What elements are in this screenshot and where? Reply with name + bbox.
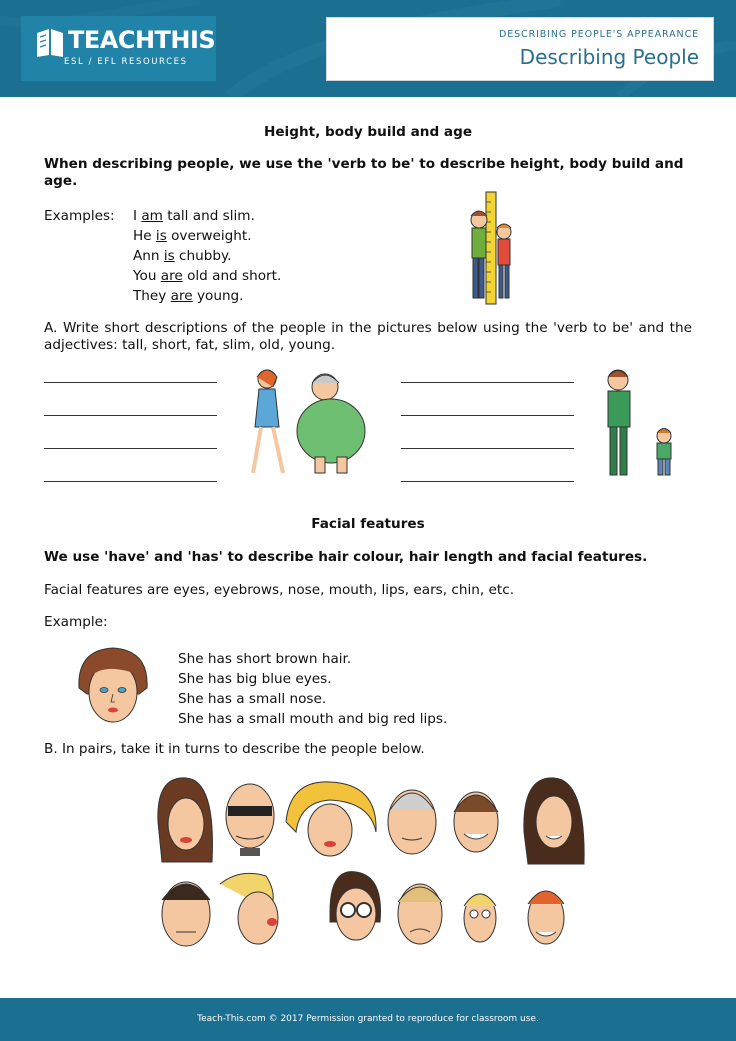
face-dark-hair-woman: [524, 778, 584, 864]
section-heading-facial-features: Facial features: [311, 516, 425, 532]
face-long-brown-hair-woman: [158, 778, 213, 862]
answer-blank[interactable]: [44, 481, 217, 482]
face-worried-man: [398, 884, 442, 944]
example-sentence: He is overweight.: [133, 228, 252, 244]
faces-grid-illustration: [150, 772, 595, 962]
example-sentence: You are old and short.: [133, 268, 282, 284]
face-old-man: [388, 790, 436, 854]
footer-copyright: Teach-This.com © 2017 Permission granted to reproduce for classroom use.: [197, 1014, 539, 1024]
woman-face-illustration: [73, 644, 153, 730]
answer-blank[interactable]: [44, 382, 217, 383]
page-footer: [0, 998, 736, 1041]
example-sentence: Ann is chubby.: [133, 248, 232, 264]
face-bald-sunglasses-man: [226, 784, 274, 856]
face-curly-blonde-woman: [286, 782, 376, 856]
height-chart-illustration: [462, 190, 522, 308]
section-heading-height: Height, body build and age: [263, 124, 473, 140]
example-sentence: She has short brown hair.: [178, 651, 352, 667]
page-header: [0, 0, 736, 97]
facial-features-list: Facial features are eyes, eyebrows, nose, mouth, lips, ears, chin, etc.: [44, 582, 515, 598]
worksheet-category: DESCRIBING PEOPLE'S APPEARANCE: [499, 29, 699, 40]
logo-subtitle: ESL / EFL RESOURCES: [64, 57, 188, 67]
face-red-haired-boy: [528, 891, 564, 944]
worksheet-title: Describing People: [519, 45, 699, 69]
examples-label: Examples:: [44, 208, 115, 224]
section2-intro: We use 'have' and 'has' to describe hair colour, hair length and facial features.: [44, 549, 648, 565]
exercise-b-instructions: B. In pairs, take it in turns to describe the people below.: [44, 741, 425, 757]
title-box: [326, 17, 714, 81]
logo-text: TEACHTHIS: [68, 26, 216, 54]
example-label: Example:: [44, 614, 108, 630]
answer-blank[interactable]: [401, 382, 574, 383]
answer-blank[interactable]: [401, 415, 574, 416]
face-glasses-woman: [330, 872, 381, 940]
example-sentence: They are young.: [133, 288, 244, 304]
exercise-a-instructions: A. Write short descriptions of the people in the pictures below using the 'verb to be' and the adjectives: tall, short, fat, slim, old, young.: [44, 320, 692, 353]
answer-blank[interactable]: [401, 448, 574, 449]
face-serious-man: [162, 882, 210, 946]
section1-intro-line2: age.: [44, 173, 78, 189]
teachthis-logo[interactable]: [21, 16, 216, 81]
man-and-boy-illustration: [598, 366, 684, 484]
face-young-boy-glasses: [464, 894, 496, 942]
book-icon: [35, 27, 65, 59]
answer-blank[interactable]: [401, 481, 574, 482]
example-sentence: She has a small mouth and big red lips.: [178, 711, 448, 727]
example-sentence: She has a small nose.: [178, 691, 327, 707]
example-sentence: She has big blue eyes.: [178, 671, 332, 687]
face-smiling-man: [454, 792, 498, 852]
answer-blank[interactable]: [44, 448, 217, 449]
answer-blank[interactable]: [44, 415, 217, 416]
section1-intro-line1: When describing people, we use the 'verb to be' to describe height, body build and: [44, 156, 684, 172]
face-blonde-ponytail-woman: [220, 873, 278, 944]
slim-and-fat-women-illustration: [243, 365, 373, 483]
example-sentence: I am tall and slim.: [133, 208, 255, 224]
